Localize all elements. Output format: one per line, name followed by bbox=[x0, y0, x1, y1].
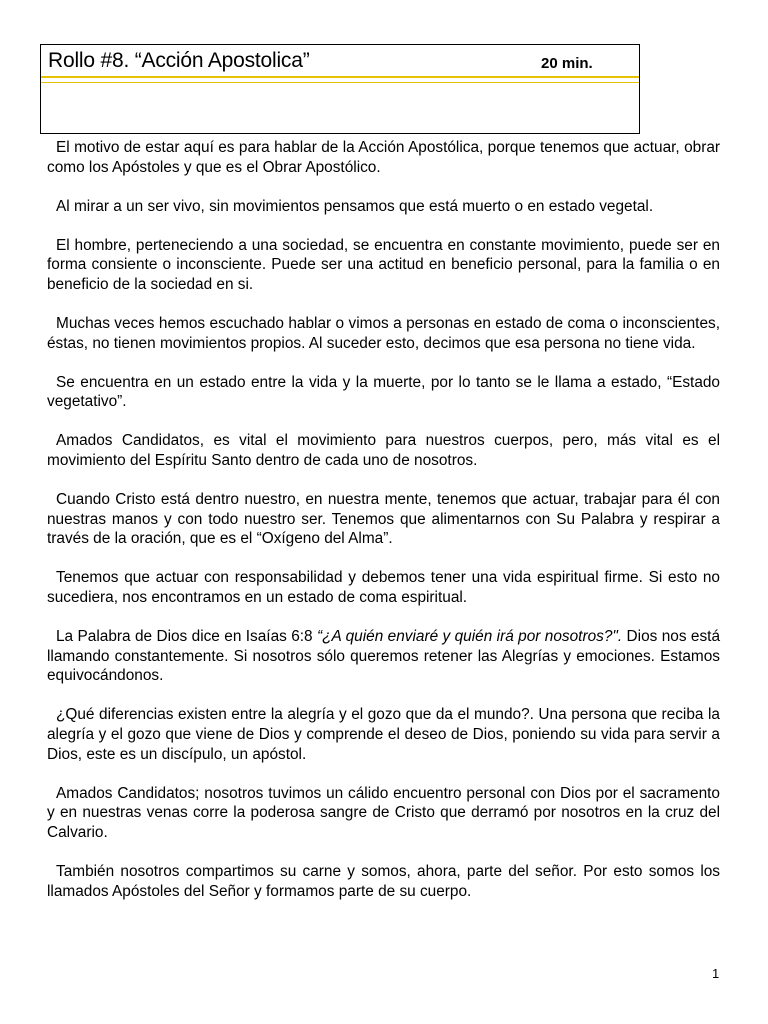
header-rule bbox=[41, 76, 639, 78]
duration-label: 20 min. bbox=[541, 55, 593, 72]
page-number: 1 bbox=[712, 966, 720, 981]
header-rule-thin bbox=[41, 82, 639, 83]
paragraph: El hombre, perteneciendo a una sociedad, se encuentra en constante movimiento, puede ser en forma consiente o inconsciente. Puede ser una actitud en beneficio personal, para la familia o en beneficio de la sociedad en si. bbox=[47, 236, 720, 293]
paragraph: Muchas veces hemos escuchado hablar o vimos a personas en estado de coma o inconscientes, éstas, no tienen movimientos propios. Al suceder esto, decimos que esa persona no tiene vida. bbox=[47, 315, 720, 352]
paragraph: Al mirar a un ser vivo, sin movimientos pensamos que está muerto o en estado vegetal. bbox=[56, 197, 654, 215]
quote-intro: La Palabra de Dios dice en Isaías 6:8 bbox=[56, 628, 318, 646]
paragraph: Amados Candidatos; nosotros tuvimos un cálido encuentro personal con Dios por el sacramento y en nuestras venas corre la poderosa sangre de Cristo que derramó por nosotros en la cruz del Calvario. bbox=[47, 784, 720, 841]
paragraph: También nosotros compartimos su carne y somos, ahora, parte del señor. Por esto somos los llamados Apóstoles del Señor y formamos parte de su cuerpo. bbox=[47, 862, 720, 900]
scripture-quote: “¿A quién enviaré y quién irá por nosotros?". bbox=[317, 628, 623, 646]
paragraph: Tenemos que actuar con responsabilidad y debemos tener una vida espiritual firme. Si esto no sucediera, nos encontramos en un estado de coma espiritual. bbox=[47, 569, 720, 606]
quote-continuation: Dios nos está llamando constantemente. Si nosotros sólo queremos retener las Alegrías y emociones. Estamos equivocándonos. bbox=[47, 628, 721, 685]
paragraph: Se encuentra en un estado entre la vida y la muerte, por lo tanto se le llama a estado, “Estado vegetativo”. bbox=[47, 373, 720, 411]
paragraph: ¿Qué diferencias existen entre la alegría y el gozo que da el mundo?. Una persona que reciba la alegría y el gozo que viene de Dios y comprende el deseo de Dios, poniendo su vida para servir a Dios, este es un discípulo, un apóstol. bbox=[47, 706, 720, 763]
paragraph: Amados Candidatos, es vital el movimiento para nuestros cuerpos, pero, más vital es el movimiento del Espíritu Santo dentro de cada uno de nosotros. bbox=[47, 432, 720, 470]
header-box bbox=[40, 44, 640, 134]
body-text bbox=[47, 138, 720, 901]
paragraph: Cuando Cristo está dentro nuestro, en nuestra mente, tenemos que actuar, trabajar para él con nuestras manos y con todo nuestro ser. Tenemos que alimentarnos con Su Palabra y respirar a través de la oración, que es el “Oxígeno del Alma”. bbox=[47, 491, 720, 548]
paragraph-with-quote bbox=[47, 627, 720, 686]
paragraph: El motivo de estar aquí es para hablar de la Acción Apostólica, porque tenemos que actuar, obrar como los Apóstoles y que es el Obrar Apostólico. bbox=[47, 139, 720, 176]
document-title: Rollo #8. “Acción Apostolica” bbox=[48, 49, 310, 72]
